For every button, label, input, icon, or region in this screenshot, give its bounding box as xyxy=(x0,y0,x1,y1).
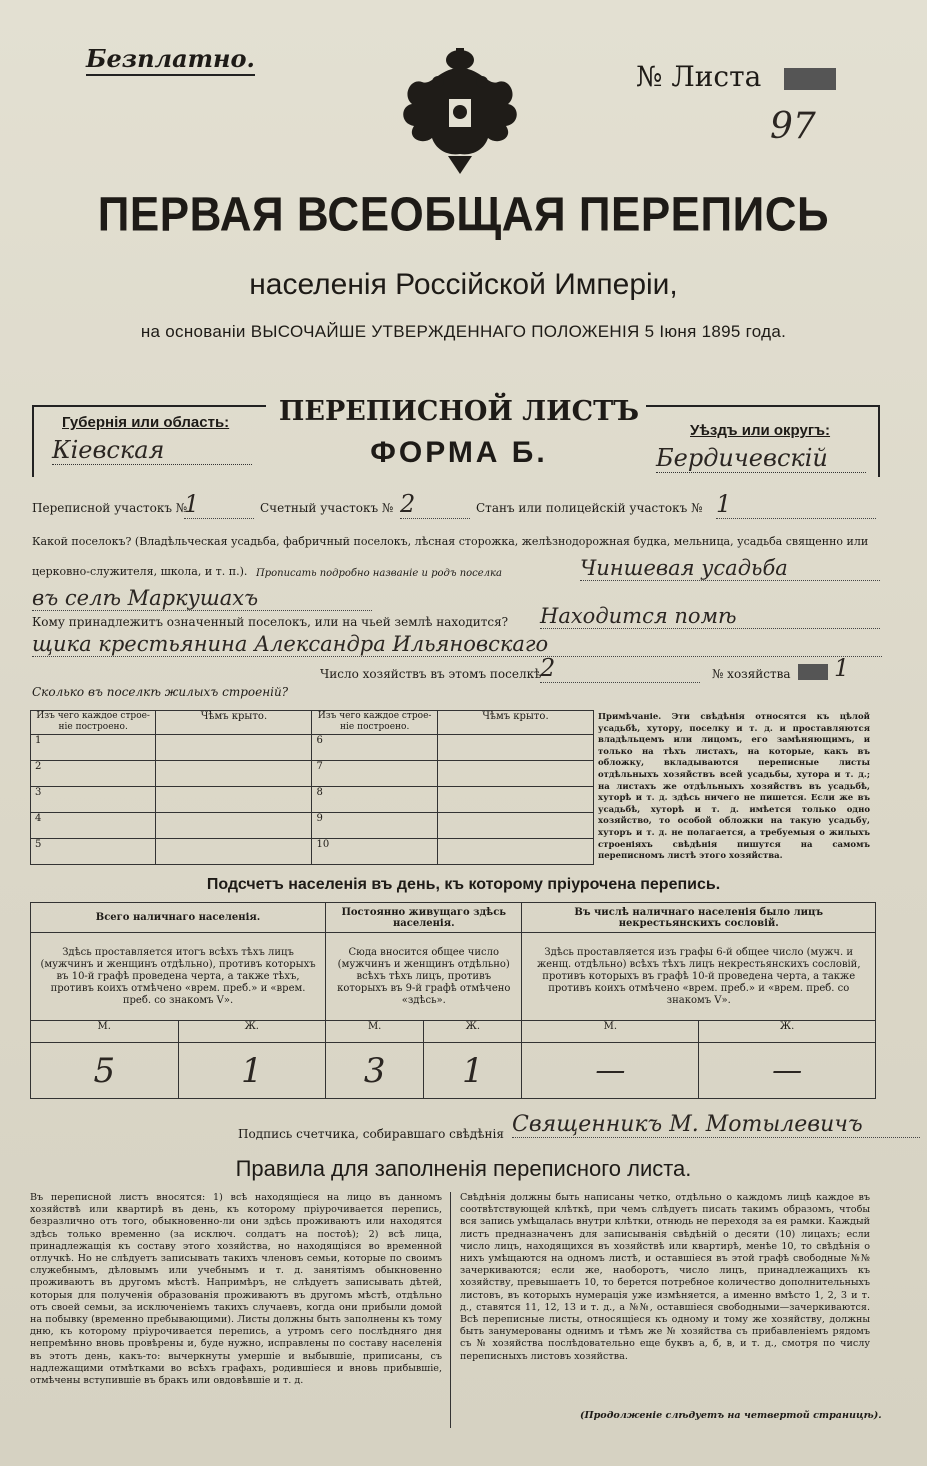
female-header: Ж. xyxy=(699,1021,876,1043)
household-number-value: 1 xyxy=(834,654,850,682)
settlement-value-1: Чиншевая усадьба xyxy=(580,556,880,581)
cell xyxy=(437,735,593,761)
stamp-mark xyxy=(784,68,836,90)
stan-label: Станъ или полицейскій участокъ № xyxy=(476,501,703,515)
cell xyxy=(156,735,312,761)
buildings-note: Примѣчаніе. Эти свѣдѣнія относятся къ цѣлой усадьбѣ, хутору, поселку и т. д. и проставляются владѣльцемъ или лицомъ, его замѣняющимъ, и только на тѣхъ листахъ, на которые, какъ въ обложку, вкладываются переписные листы отдѣльныхъ хозяйствъ всей усадьбы, хутора и т. д.; на листахъ же отдѣльныхъ хозяйствъ въ усадьбѣ, хуторѣ и т. д. здѣсь ничего не пишется. Если же въ усадьбѣ, хуторѣ и т. д. имѣется только одно хозяйство, то особой обложки на такую усадьбу, хуторъ и т. д. не полагается, а требуемыя о жилыхъ строеніяхъ свѣдѣнія пишутся на самомъ переписномъ листѣ этого хозяйства. xyxy=(598,712,870,862)
cell xyxy=(156,839,312,865)
permanent-title: Постоянно живущаго здѣсь населенія. xyxy=(326,903,522,933)
settlement-question-cont: церковно-служителя, школа, и т. п.). xyxy=(32,565,248,578)
rules-left-text: Въ переписной листъ вносятся: 1) всѣ находящіеся на лицо въ данномъ хозяйствѣ или квартирѣ въ день, къ которому пріурочивается перепись, безразлично отъ того, обыкновенно-ли они здѣсь проживаютъ или находятся здѣсь только временно (за исключ. солдатъ на постоѣ); 2) всѣ лица, принадлежащія къ составу этого хозяйства, но находящіяся во временной отлучкѣ. Но не слѣдуетъ записывать такихъ членовъ семьи, которые по своимъ служебнымъ, дѣловымъ или учебнымъ и т. д. занятіямъ обыкновенно проживаютъ въ другомъ мѣстѣ. Напримѣръ, не слѣдуетъ записывать дѣтей, которыя для полученія образованія проживаютъ въ другомъ мѣстѣ, отдѣльно отъ своей семьи, за исключеніемъ такихъ случаевъ, когда они прибыли домой на побывку (временно пребывающими). Листы должны быть заполнены къ тому дню, къ которому пріурочивается перепись, а утромъ сего послѣдняго дня непремѣнно вновь провѣрены и, буде нужно, исправлены по составу населенія въ этотъ день, какъ-то: вычеркнуты умершіе и выбывшіе, приписаны, съ надлежащими отмѣтками во всѣхъ графахъ, родившіеся и вновь прибывшіе, отмѣчены вступившіе въ бракъ или овдовѣвшіе и т. д. xyxy=(30,1192,442,1387)
buildings-question: Сколько въ поселкѣ жилыхъ строеній? xyxy=(32,685,289,699)
permanent-male-value: 3 xyxy=(326,1043,424,1099)
cell xyxy=(437,813,593,839)
total-present-title: Всего наличнаго населенія. xyxy=(31,903,326,933)
household-number-mark xyxy=(798,664,828,680)
free-label: Безплатно. xyxy=(86,44,255,76)
permanent-female-value: 1 xyxy=(424,1043,522,1099)
row-right: 7 xyxy=(312,761,437,787)
row-right: 9 xyxy=(312,813,437,839)
male-header: М. xyxy=(326,1021,424,1043)
non-peasant-male-value: — xyxy=(522,1043,699,1099)
row-left: 2 xyxy=(31,761,156,787)
households-label: Число хозяйствъ въ этомъ поселкѣ xyxy=(320,667,542,681)
total-male-value: 5 xyxy=(31,1043,179,1099)
stan-value: 1 xyxy=(716,490,876,519)
district-label: Уѣздъ или округъ: xyxy=(690,422,831,439)
province-value: Кіевская xyxy=(52,436,252,465)
non-peasant-text: Здѣсь проставляется изъ графы 6-й общее число (мужч. и женщ. отдѣльно) всѣхъ тѣхъ лицъ некрестьянскихъ сословій, противъ которыхъ въ графѣ 10-й проведена черта, а также противъ коихъ отмѣчено «врем. преб.» и «врем. преб. со знакомъ V». xyxy=(522,933,876,1021)
cell xyxy=(437,839,593,865)
col-roof-right: Чѣмъ крыто. xyxy=(437,711,593,735)
census-basis: на основаніи ВЫСОЧАЙШЕ УТВЕРЖДЕННАГО ПОЛОЖЕНІЯ 5 Іюня 1895 года. xyxy=(140,322,787,341)
rules-continued: (Продолженіе слѣдуетъ на четвертой страницѣ). xyxy=(580,1410,882,1421)
permanent-text: Сюда вносится общее число (мужчинъ и женщинъ отдѣльно) всѣхъ тѣхъ лицъ, противъ которыхъ въ 9-й графѣ отмѣчено «здѣсь». xyxy=(326,933,522,1021)
form-name: ФОРМА Б. xyxy=(370,436,548,469)
female-header: Ж. xyxy=(178,1021,326,1043)
census-area-label: Переписной участокъ № xyxy=(32,501,188,515)
sheet-number-value: 97 xyxy=(770,106,816,147)
count-area-value: 2 xyxy=(400,490,470,519)
owner-value-2: щика крестьянина Александра Ильяновскаго xyxy=(32,632,882,657)
col-material-right: Изъ чего каждое строе-ніе построено. xyxy=(312,711,437,735)
rules-divider xyxy=(450,1192,451,1428)
households-value: 2 xyxy=(540,654,700,683)
census-title: ПЕРВАЯ ВСЕОБЩАЯ ПЕРЕПИСЬ xyxy=(97,187,830,242)
census-subtitle: населенія Россійской Имперіи, xyxy=(249,268,678,301)
census-area-value: 1 xyxy=(184,490,254,519)
settlement-hint: Прописать подробно названіе и родъ поселка xyxy=(256,568,502,579)
rules-heading: Правила для заполненія переписного листа. xyxy=(235,1156,692,1181)
population-heading: Подсчетъ населенія въ день, къ которому пріурочена перепись. xyxy=(206,876,721,893)
cell xyxy=(156,761,312,787)
signature-label: Подпись счетчика, собиравшаго свѣдѣнія xyxy=(238,1127,504,1141)
col-material-left: Изъ чего каждое строе-ніе построено. xyxy=(31,711,156,735)
settlement-question: Какой поселокъ? (Владѣльческая усадьба, фабричный поселокъ, лѣсная сторожка, желѣзнодорожная будка, мельница, усадьба священно или xyxy=(32,536,869,548)
row-left: 1 xyxy=(31,735,156,761)
non-peasant-female-value: — xyxy=(699,1043,876,1099)
form-title: ПЕРЕПИСНОЙ ЛИСТЪ xyxy=(278,396,640,427)
cell xyxy=(156,787,312,813)
owner-question: Кому принадлежитъ означенный поселокъ, или на чьей землѣ находится? xyxy=(32,615,509,629)
buildings-table xyxy=(30,710,594,865)
district-value: Бердичевскій xyxy=(656,444,866,473)
count-area-label: Счетный участокъ № xyxy=(260,501,394,515)
settlement-value-2: въ селѣ Маркушахъ xyxy=(32,586,372,611)
province-label: Губернія или область: xyxy=(62,414,230,431)
row-left: 4 xyxy=(31,813,156,839)
col-roof-left: Чѣмъ крыто. xyxy=(156,711,312,735)
female-header: Ж. xyxy=(424,1021,522,1043)
cell xyxy=(437,761,593,787)
population-table xyxy=(30,902,876,1099)
row-right: 10 xyxy=(312,839,437,865)
signature-value: Священникъ М. Мотылевичъ xyxy=(512,1112,920,1138)
double-headed-eagle-icon xyxy=(392,46,528,176)
household-number-label: № хозяйства xyxy=(712,667,791,681)
row-left: 3 xyxy=(31,787,156,813)
male-header: М. xyxy=(522,1021,699,1043)
cell xyxy=(437,787,593,813)
total-present-text: Здѣсь проставляется итогъ всѣхъ тѣхъ лицъ (мужчинъ и женщинъ отдѣльно), противъ которыхъ въ 10-й графѣ проведена черта, а также тѣхъ, противъ коихъ отмѣчено «врем. преб.» и «врем. преб. со знакомъ V». xyxy=(31,933,326,1021)
row-left: 5 xyxy=(31,839,156,865)
non-peasant-title: Въ числѣ наличнаго населенія было лицъ некрестьянскихъ сословій. xyxy=(522,903,876,933)
total-female-value: 1 xyxy=(178,1043,326,1099)
row-right: 6 xyxy=(312,735,437,761)
male-header: М. xyxy=(31,1021,179,1043)
cell xyxy=(156,813,312,839)
sheet-number-label: № Листа xyxy=(636,60,762,93)
row-right: 8 xyxy=(312,787,437,813)
rules-right-text: Свѣдѣнія должны быть написаны четко, отдѣльно о каждомъ лицѣ каждое въ соотвѣтствующей клѣткѣ, при чемъ слѣдуетъ писать такимъ образомъ, чтобы вся запись умѣщалась внутри клѣтки, отнюдь не переходя за ея рамки. Каждый листъ предназначенъ для записыванія свѣдѣній о десяти (10) лицахъ; если число лицъ, находящихся въ хозяйствѣ или квартирѣ, менѣе 10, то свѣдѣнія о нихъ умѣщаются на одномъ листѣ, и оставшіеся въ этой графѣ свободные №№ зачеркиваются; если же, наоборотъ, число лицъ, принадлежащихъ къ хозяйству, превышаетъ 10, то берется потребное количество дополнительныхъ листовъ, въ которыхъ нумерація уже измѣняется, а именно вмѣсто 1, 2, 3 и т. д., ставятся 11, 12, 13 и т. д., а №№, оставшіеся свободными—зачеркиваются. Всѣ переписные листы, относящіеся къ одному и тому же хозяйству, должны быть занумерованы однимъ и тѣмъ же № хозяйства съ прибавленіемъ рядомъ съ № хозяйства послѣдовательно еще буквъ а, б, в, и т. д., смотря по числу переписныхъ листовъ хозяйства. xyxy=(460,1192,870,1362)
owner-value-1: Находится помѣ xyxy=(540,604,880,629)
